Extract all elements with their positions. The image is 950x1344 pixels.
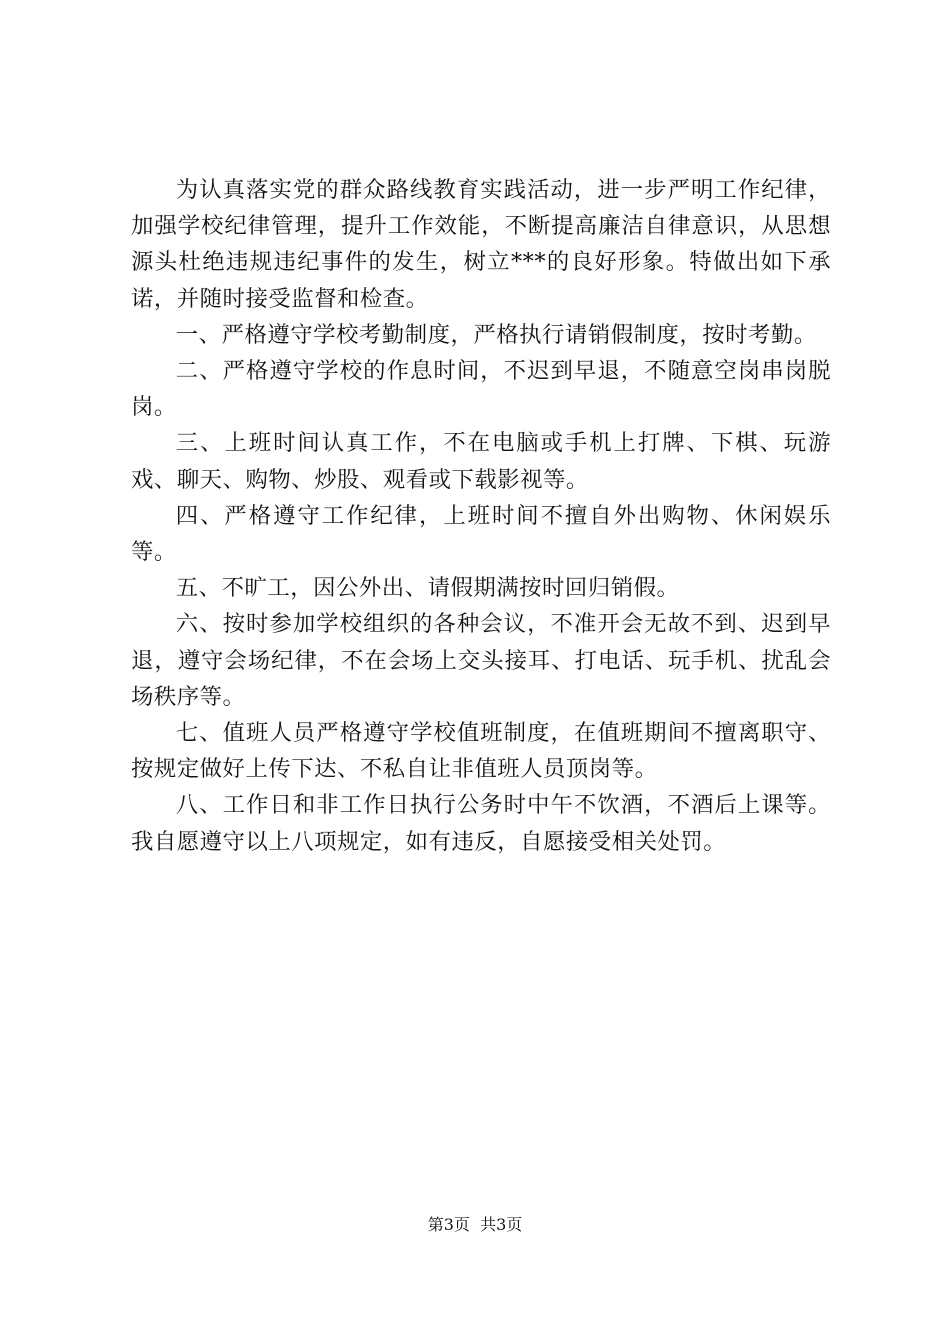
document-body <box>131 172 831 860</box>
paragraph-item-7: 七、值班人员严格遵守学校值班制度，在值班期间不擅离职守、按规定做好上传下达、不私自让非值班人员顶岗等。 <box>131 720 831 783</box>
paragraph-item-6: 六、按时参加学校组织的各种会议，不准开会无故不到、迟到早退，遵守会场纪律，不在会场上交头接耳、打电话、玩手机、扰乱会场秩序等。 <box>131 611 831 710</box>
paragraph-item-2: 二、严格遵守学校的作息时间，不迟到早退，不随意空岗串岗脱岗。 <box>131 358 831 421</box>
page-number-footer: 第3页 共3页 <box>427 1215 523 1234</box>
paragraph-item-8: 八、工作日和非工作日执行公务时中午不饮酒，不酒后上课等。我自愿遵守以上八项规定，如有违反，自愿接受相关处罚。 <box>131 792 831 855</box>
paragraph-item-4: 四、严格遵守工作纪律，上班时间不擅自外出购物、休闲娱乐等。 <box>131 502 831 566</box>
paragraph-item-5: 五、不旷工，因公外出、请假期满按时回归销假。 <box>175 575 680 602</box>
paragraph-intro: 为认真落实党的群众路线教育实践活动，进一步严明工作纪律，加强学校纪律管理，提升工作效能，不断提高廉洁自律意识，从思想源头杜绝违规违纪事件的发生，树立***的良好形象。特做出如下承诺，并随时接受监督和检查。 <box>131 177 831 312</box>
paragraph-item-3: 三、上班时间认真工作，不在电脑或手机上打牌、下棋、玩游戏、聊天、购物、炒股、观看或下载影视等。 <box>131 430 831 493</box>
paragraph-item-1: 一、严格遵守学校考勤制度，严格执行请销假制度，按时考勤。 <box>175 321 817 348</box>
